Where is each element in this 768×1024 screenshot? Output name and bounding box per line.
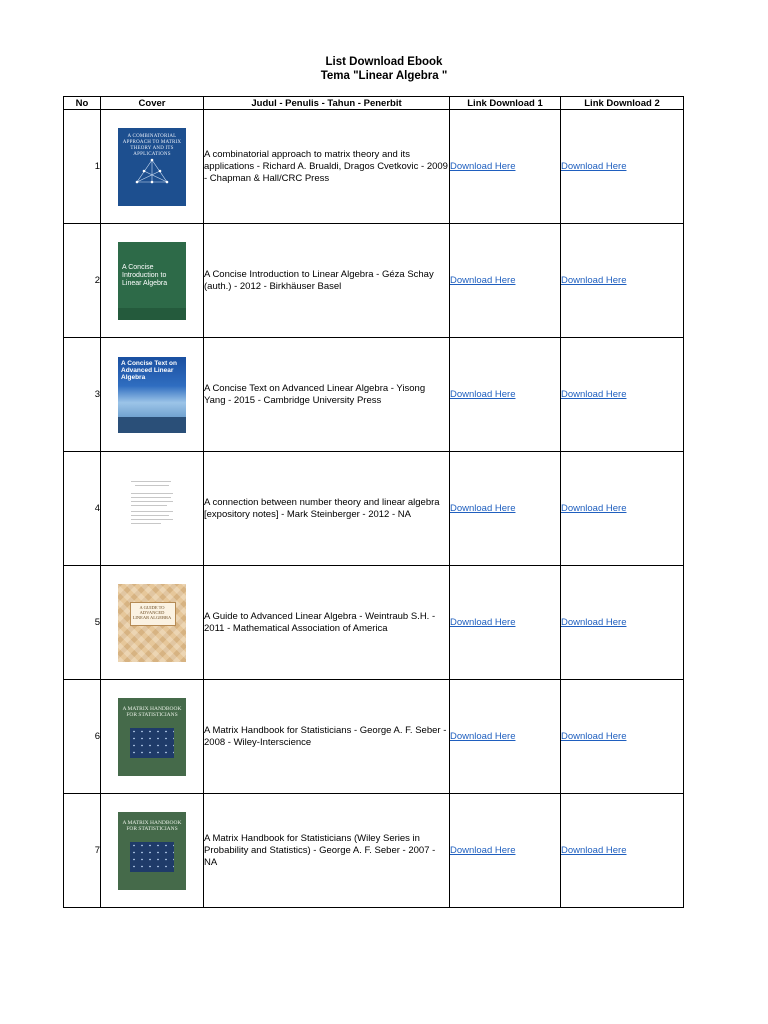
graph-illustration — [134, 158, 170, 188]
cover-title-text: A MATRIX HANDBOOK FOR STATISTICIANS — [122, 705, 182, 718]
download-link-1[interactable]: Download Here — [450, 730, 516, 742]
book-cover-image — [118, 698, 186, 776]
column-header-no: No — [64, 97, 101, 110]
cover-skyline — [118, 417, 186, 433]
download-link-2[interactable]: Download Here — [561, 502, 627, 514]
row-number: 6 — [64, 680, 101, 794]
matrix-dot-grid — [130, 842, 174, 872]
ebook-table — [63, 96, 684, 908]
row-number: 2 — [64, 224, 101, 338]
cover-cell — [101, 680, 204, 794]
book-cover-image — [118, 584, 186, 662]
row-number: 5 — [64, 566, 101, 680]
table-row — [64, 338, 684, 452]
book-title: A Concise Introduction to Linear Algebra - Géza Schay (auth.) - 2012 - Birkhäuser Basel — [204, 224, 450, 338]
matrix-dot-grid — [130, 728, 174, 758]
text-line — [131, 523, 161, 524]
row-number: 4 — [64, 452, 101, 566]
book-cover-image — [123, 475, 181, 543]
cover-title-text: A Concise Text on Advanced Linear Algebra — [121, 359, 177, 381]
text-line — [131, 511, 173, 512]
book-title: A Matrix Handbook for Statisticians (Wiley Series in Probability and Statistics) - George A. F. Seber - 2007 - NA — [204, 794, 450, 908]
download-link-2[interactable]: Download Here — [561, 388, 627, 400]
table-row — [64, 566, 684, 680]
download-link-1[interactable]: Download Here — [450, 274, 516, 286]
row-number: 7 — [64, 794, 101, 908]
cover-title-text: A MATRIX HANDBOOK FOR STATISTICIANS — [122, 819, 182, 832]
book-title: A Concise Text on Advanced Linear Algebra - Yisong Yang - 2015 - Cambridge University Press — [204, 338, 450, 452]
text-line — [131, 493, 173, 494]
text-line — [131, 515, 169, 516]
cover-cell — [101, 566, 204, 680]
document-title: List Download Ebook — [325, 56, 443, 68]
book-title: A Matrix Handbook for Statisticians - George A. F. Seber - 2008 - Wiley-Interscience — [204, 680, 450, 794]
cover-cell — [101, 794, 204, 908]
cover-title-text: A COMBINATORIAL APPROACH TO MATRIX THEORY AND ITS APPLICATIONS — [122, 133, 182, 157]
table-row — [64, 794, 684, 908]
download-link-1[interactable]: Download Here — [450, 388, 516, 400]
cover-footer-band — [118, 308, 186, 320]
book-cover-image — [118, 812, 186, 890]
book-cover-image — [118, 242, 186, 320]
document-subtitle: Tema "Linear Algebra " — [320, 70, 448, 82]
download-link-1[interactable]: Download Here — [450, 502, 516, 514]
column-header-cover: Cover — [101, 97, 204, 110]
row-number: 1 — [64, 110, 101, 224]
table-row — [64, 110, 684, 224]
table-row — [64, 680, 684, 794]
cover-cell — [101, 452, 204, 566]
text-line — [131, 505, 167, 506]
download-link-2[interactable]: Download Here — [561, 844, 627, 856]
download-link-2[interactable]: Download Here — [561, 616, 627, 628]
book-cover-image — [118, 128, 186, 206]
document-header — [0, 55, 768, 83]
book-title: A combinatorial approach to matrix theory and its applications - Richard A. Brualdi, Dragos Cvetkovic - 2009 - Chapman & Hall/CRC Press — [204, 110, 450, 224]
row-number: 3 — [64, 338, 101, 452]
download-link-1[interactable]: Download Here — [450, 844, 516, 856]
book-title: A connection between number theory and linear algebra [expository notes] - Mark Steinberger - 2012 - NA — [204, 452, 450, 566]
table-row — [64, 224, 684, 338]
cover-cell — [101, 338, 204, 452]
cover-cell — [101, 110, 204, 224]
text-line — [135, 485, 169, 486]
download-link-2[interactable]: Download Here — [561, 730, 627, 742]
table-header-row — [64, 97, 684, 110]
download-link-2[interactable]: Download Here — [561, 274, 627, 286]
download-link-1[interactable]: Download Here — [450, 616, 516, 628]
text-line — [131, 497, 171, 498]
cover-title-text: A Concise Introduction to Linear Algebra — [122, 263, 168, 287]
text-line — [131, 519, 173, 520]
table-row — [64, 452, 684, 566]
download-link-1[interactable]: Download Here — [450, 160, 516, 172]
book-cover-image — [118, 357, 186, 433]
text-line — [131, 501, 173, 502]
download-link-2[interactable]: Download Here — [561, 160, 627, 172]
text-line — [131, 481, 171, 482]
book-title: A Guide to Advanced Linear Algebra - Weintraub S.H. - 2011 - Mathematical Association of America — [204, 566, 450, 680]
column-header-link1: Link Download 1 — [450, 97, 561, 110]
cover-title-text: A GUIDE TO ADVANCED LINEAR ALGEBRA — [132, 604, 172, 620]
column-header-link2: Link Download 2 — [561, 97, 684, 110]
column-header-title: Judul - Penulis - Tahun - Penerbit — [204, 97, 450, 110]
cover-cell — [101, 224, 204, 338]
